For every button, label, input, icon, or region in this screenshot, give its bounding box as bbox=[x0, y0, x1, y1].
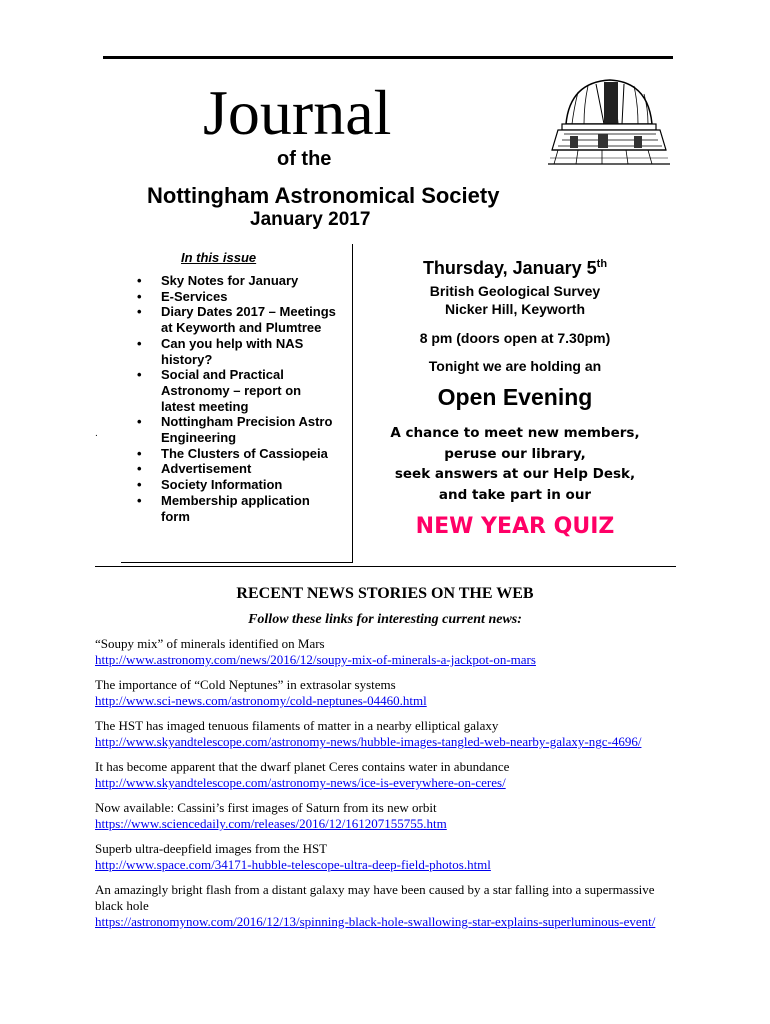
blurb-line: and take part in our bbox=[438, 486, 592, 503]
event-quiz: NEW YEAR QUIZ bbox=[415, 514, 615, 539]
news-description: Now available: Cassini’s first images of Saturn from its new orbit bbox=[95, 800, 437, 815]
news-link[interactable]: http://www.skyandtelescope.com/astronomy-news/ice-is-everywhere-on-ceres/ bbox=[95, 775, 506, 790]
news-description: The importance of “Cold Neptunes” in extrasolar systems bbox=[95, 677, 396, 692]
toc-item: • The Clusters of Cassiopeia bbox=[137, 446, 337, 462]
toc-item: • Sky Notes for January bbox=[137, 273, 337, 289]
toc-item: • Can you help with NAS history? bbox=[137, 336, 337, 367]
journal-title: Journal bbox=[203, 77, 392, 148]
news-item bbox=[95, 841, 675, 873]
news-item bbox=[95, 882, 675, 930]
news-list bbox=[95, 636, 675, 939]
observatory-dome-icon bbox=[548, 72, 670, 170]
news-link[interactable]: http://www.space.com/34171-hubble-telescope-ultra-deep-field-photos.html bbox=[95, 857, 491, 872]
toc-item: • Advertisement bbox=[137, 461, 337, 477]
news-description: Superb ultra-deepfield images from the HST bbox=[95, 841, 328, 856]
news-item bbox=[95, 718, 675, 750]
issue-date: January 2017 bbox=[250, 209, 371, 230]
toc-heading: In this issue bbox=[181, 250, 257, 265]
news-link[interactable]: http://www.astronomy.com/news/2016/12/soupy-mix-of-minerals-a-jackpot-on-mars bbox=[95, 652, 536, 667]
news-link[interactable]: http://www.skyandtelescope.com/astronomy-news/hubble-images-tangled-web-nearby-galaxy-ngc-4696/ bbox=[95, 734, 642, 749]
toc-item: • Nottingham Precision Astro Engineering bbox=[137, 414, 337, 445]
news-subheading: Follow these links for interesting current news: bbox=[248, 612, 522, 627]
blurb-line: A chance to meet new members, bbox=[390, 425, 640, 441]
venue-line: British Geological Survey bbox=[429, 283, 601, 299]
event-time: 8 pm (doors open at 7.30pm) bbox=[419, 330, 611, 346]
news-item bbox=[95, 636, 675, 668]
event-blurb bbox=[355, 423, 675, 505]
event-announcement bbox=[355, 258, 675, 539]
news-item bbox=[95, 800, 675, 832]
news-heading: RECENT NEWS STORIES ON THE WEB bbox=[236, 585, 534, 602]
news-link[interactable]: https://www.sciencedaily.com/releases/2016/12/161207155755.htm bbox=[95, 816, 447, 831]
masthead-top-rule bbox=[103, 56, 673, 59]
news-description: The HST has imaged tenuous filaments of matter in a nearby elliptical galaxy bbox=[95, 718, 499, 733]
toc-item: • Social and Practical Astronomy – report on latest meeting bbox=[137, 367, 337, 414]
news-link[interactable]: https://astronomynow.com/2016/12/13/spinning-black-hole-swallowing-star-explains-superluminous-event/ bbox=[95, 914, 656, 929]
toc-list bbox=[137, 273, 337, 524]
section-divider bbox=[95, 566, 676, 567]
news-description: “Soupy mix” of minerals identified on Mars bbox=[95, 636, 325, 651]
event-headline: Open Evening bbox=[437, 384, 593, 410]
toc-item: • Society Information bbox=[137, 477, 337, 493]
venue-line: Nicker Hill, Keyworth bbox=[444, 301, 586, 317]
masthead-of-the: of the bbox=[277, 148, 332, 170]
blurb-line: peruse our library, bbox=[444, 445, 586, 462]
stray-mark: . bbox=[95, 428, 98, 439]
news-description: An amazingly bright flash from a distant galaxy may have been caused by a star falling into a supermassive black hole bbox=[95, 882, 655, 913]
event-date bbox=[355, 258, 675, 279]
toc-item: • Diary Dates 2017 – Meetings at Keyworth and Plumtree bbox=[137, 304, 337, 335]
event-date-suffix: th bbox=[596, 258, 608, 270]
event-date-text: Thursday, January 5 bbox=[422, 258, 597, 278]
blurb-line: seek answers at our Help Desk, bbox=[394, 466, 636, 482]
news-link[interactable]: http://www.sci-news.com/astronomy/cold-neptunes-04460.html bbox=[95, 693, 427, 708]
news-item bbox=[95, 759, 675, 791]
news-description: It has become apparent that the dwarf planet Ceres contains water in abundance bbox=[95, 759, 510, 774]
toc-item: • Membership application form bbox=[137, 493, 337, 524]
society-name: Nottingham Astronomical Society bbox=[147, 183, 500, 208]
news-item bbox=[95, 677, 675, 709]
event-intro: Tonight we are holding an bbox=[428, 358, 602, 374]
toc-item: • E-Services bbox=[137, 289, 337, 305]
event-venue bbox=[355, 282, 675, 318]
